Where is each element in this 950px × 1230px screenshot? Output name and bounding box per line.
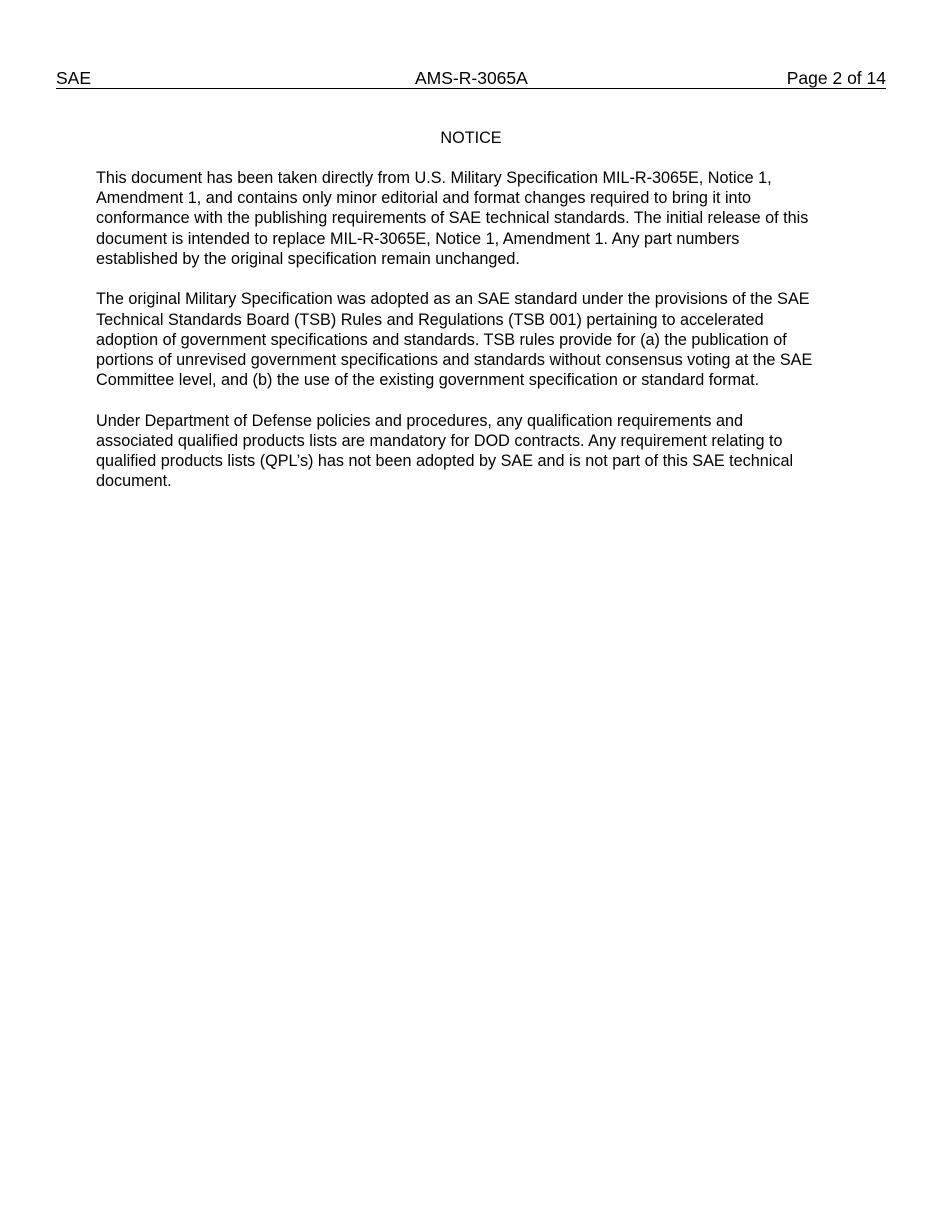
notice-title: NOTICE (440, 129, 502, 147)
paragraph-line: established by the original specification remain unchanged. (96, 249, 520, 268)
paragraph-line: document. (96, 472, 172, 491)
paragraph-line: conformance with the publishing requirements of SAE technical standards. The initial release of this (96, 209, 809, 228)
notice-body (96, 168, 856, 512)
header-page-number: Page 2 of 14 (786, 68, 886, 88)
notice-paragraph-3 (96, 411, 856, 492)
page-header (56, 68, 886, 89)
paragraph-line: This document has been taken directly from U.S. Military Specification MIL-R-3065E, Notice 1, (96, 169, 772, 187)
paragraph-line: The original Military Specification was adopted as an SAE standard under the provisions of the SAE (96, 290, 810, 309)
paragraph-line: qualified products lists (QPL’s) has not been adopted by SAE and is not part of this SAE technical (96, 452, 794, 471)
header-document-number: AMS-R-3065A (415, 68, 528, 88)
notice-paragraph-1 (96, 168, 856, 269)
paragraph-line: adoption of government specifications and standards. TSB rules provide for (a) the publication of (96, 330, 787, 349)
paragraph-line: associated qualified products lists are mandatory for DOD contracts. Any requirement relating to (96, 431, 783, 450)
paragraph-line: Technical Standards Board (TSB) Rules and Regulations (TSB 001) pertaining to accelerated (96, 310, 764, 329)
header-organization: SAE (56, 68, 92, 88)
paragraph-line: portions of unrevised government specifications and standards without consensus voting at the SAE (96, 350, 813, 369)
paragraph-line: Under Department of Defense policies and procedures, any qualification requirements and (96, 411, 743, 430)
notice-paragraph-2 (96, 289, 856, 390)
paragraph-line: Committee level, and (b) the use of the existing government specification or standard format. (96, 371, 760, 390)
paragraph-line: document is intended to replace MIL-R-3065E, Notice 1, Amendment 1. Any part numbers (96, 229, 740, 248)
paragraph-line: Amendment 1, and contains only minor editorial and format changes required to bring it into (96, 189, 752, 208)
